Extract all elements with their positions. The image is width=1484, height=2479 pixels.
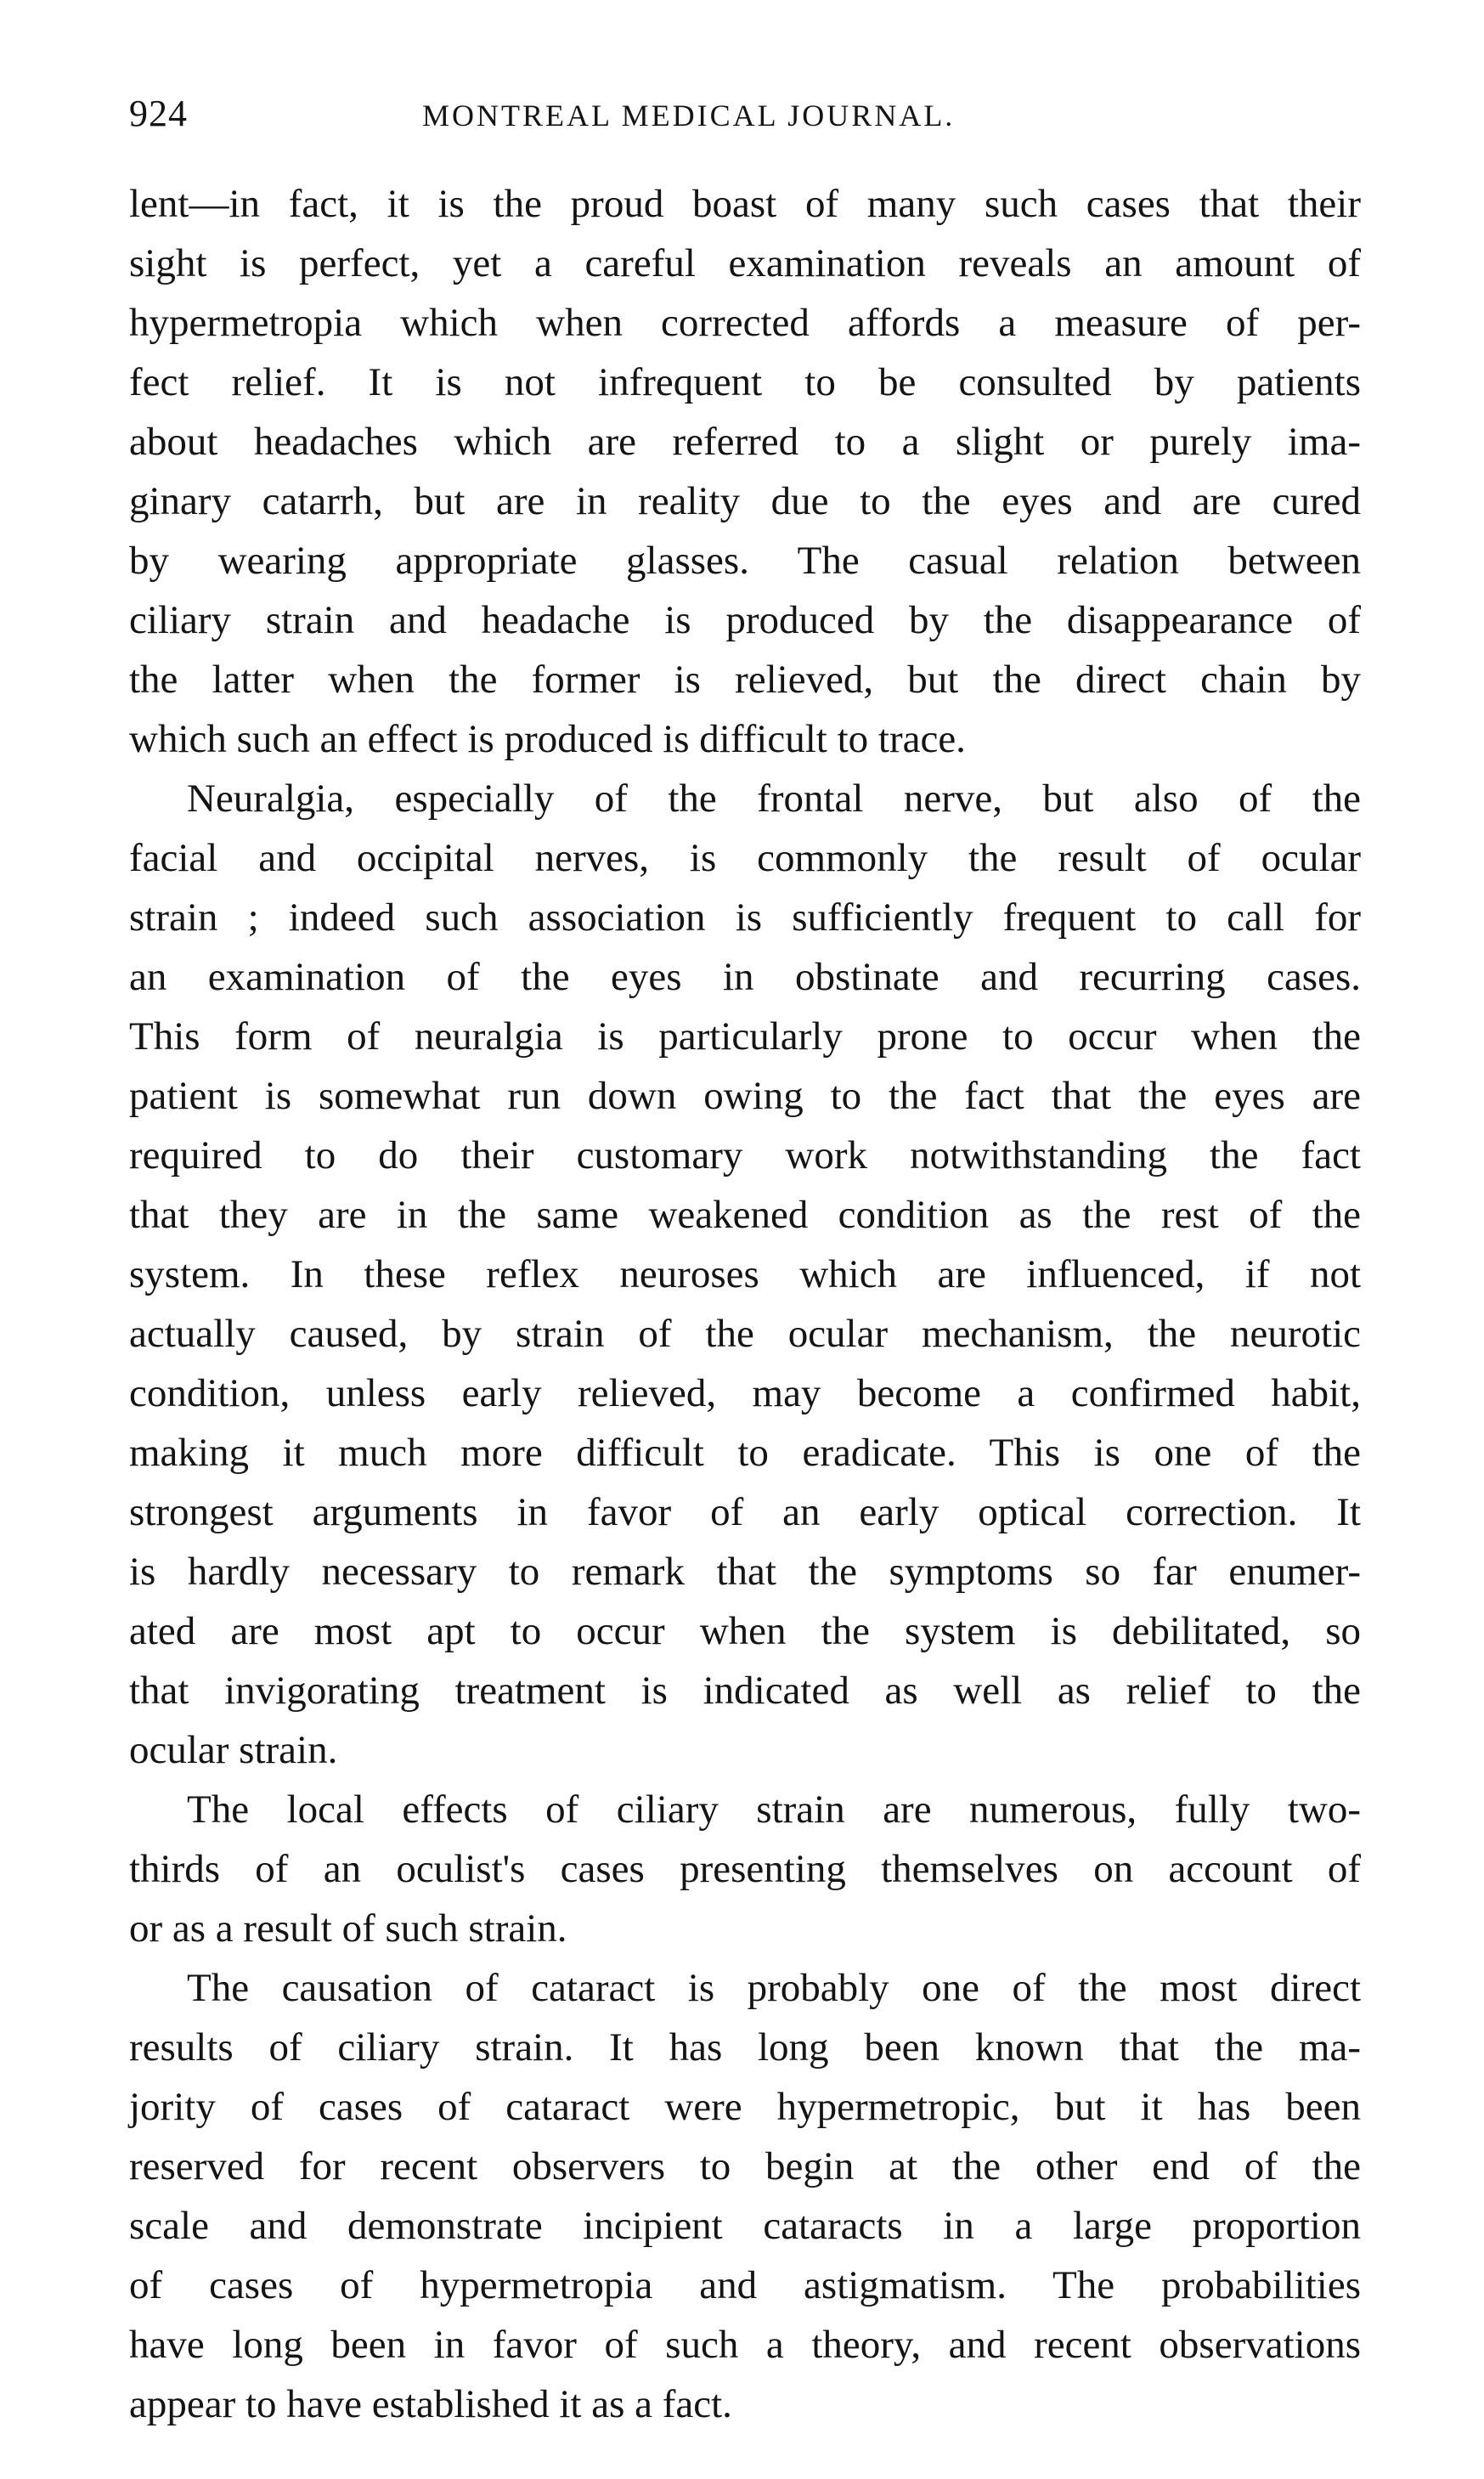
text-line: thirds of an oculist's cases presenting themselves on account of [129,1847,1361,1891]
text-line: This form of neuralgia is particularly prone to occur when the [129,1014,1361,1059]
text-line: condition, unless early relieved, may become a confirmed habit, [129,1371,1361,1415]
text-line: sight is perfect, yet a careful examination reveals an amount of [129,241,1361,285]
text-line: lent—in fact, it is the proud boast of many such cases that their [129,182,1361,226]
text-line: fect relief. It is not infrequent to be consulted by patients [129,360,1361,404]
journal-title: MONTREAL MEDICAL JOURNAL. [422,99,956,133]
paragraph-4 [129,1958,1361,2434]
article-body [129,174,1361,2434]
text-line: is hardly necessary to remark that the symptoms so far enumer- [129,1550,1361,1594]
text-line: ciliary strain and headache is produced by the disappearance of [129,598,1361,642]
text-line: an examination of the eyes in obstinate and recurring cases. [129,955,1361,999]
text-line: have long been in favor of such a theory, and recent observations [129,2323,1361,2367]
text-line: making it much more difficult to eradicate. This is one of the [129,1431,1361,1475]
text-line: jority of cases of cataract were hypermetropic, but it has been [129,2085,1361,2129]
text-line: about headaches which are referred to a slight or purely ima- [129,420,1361,464]
text-line: strongest arguments in favor of an early optical correction. It [129,1490,1361,1534]
text-line: that they are in the same weakened condition as the rest of the [129,1193,1361,1237]
text-line: ginary catarrh, but are in reality due to the eyes and are cured [129,479,1361,523]
text-line: results of ciliary strain. It has long been known that the ma- [129,2025,1361,2070]
text-line: or as a result of such strain. [129,1906,567,1951]
paragraph-3 [129,1780,1361,1958]
text-line: of cases of hypermetropia and astigmatism. The probabilities [129,2263,1361,2307]
text-line: The local effects of ciliary strain are numerous, fully two- [187,1787,1361,1832]
text-line: patient is somewhat run down owing to the fact that the eyes are [129,1074,1361,1118]
text-line: actually caused, by strain of the ocular mechanism, the neurotic [129,1312,1361,1356]
text-line: which such an effect is produced is difficult to trace. [129,717,966,761]
paragraph-1 [129,174,1361,769]
text-line: appear to have established it as a fact. [129,2382,732,2426]
running-head [129,88,1361,139]
text-line: strain ; indeed such association is sufficiently frequent to call for [129,895,1361,940]
page-number: 924 [129,93,188,134]
text-line: required to do their customary work notwithstanding the fact [129,1133,1361,1177]
text-line: scale and demonstrate incipient cataracts in a large proportion [129,2204,1361,2248]
text-line: ocular strain. [129,1728,338,1772]
text-line: reserved for recent observers to begin at the other end of the [129,2144,1361,2188]
text-line: that invigorating treatment is indicated as well as relief to the [129,1669,1361,1713]
text-line: by wearing appropriate glasses. The casual relation between [129,539,1361,583]
paragraph-2 [129,769,1361,1780]
text-line: the latter when the former is relieved, but the direct chain by [129,658,1361,702]
text-line: Neuralgia, especially of the frontal nerve, but also of the [187,776,1361,821]
text-line: ated are most apt to occur when the system is debilitated, so [129,1609,1361,1653]
text-line: facial and occipital nerves, is commonly the result of ocular [129,836,1361,880]
text-line: system. In these reflex neuroses which are influenced, if not [129,1252,1361,1296]
text-line: hypermetropia which when corrected affords a measure of per- [129,301,1361,345]
text-line: The causation of cataract is probably one of the most direct [187,1966,1361,2010]
